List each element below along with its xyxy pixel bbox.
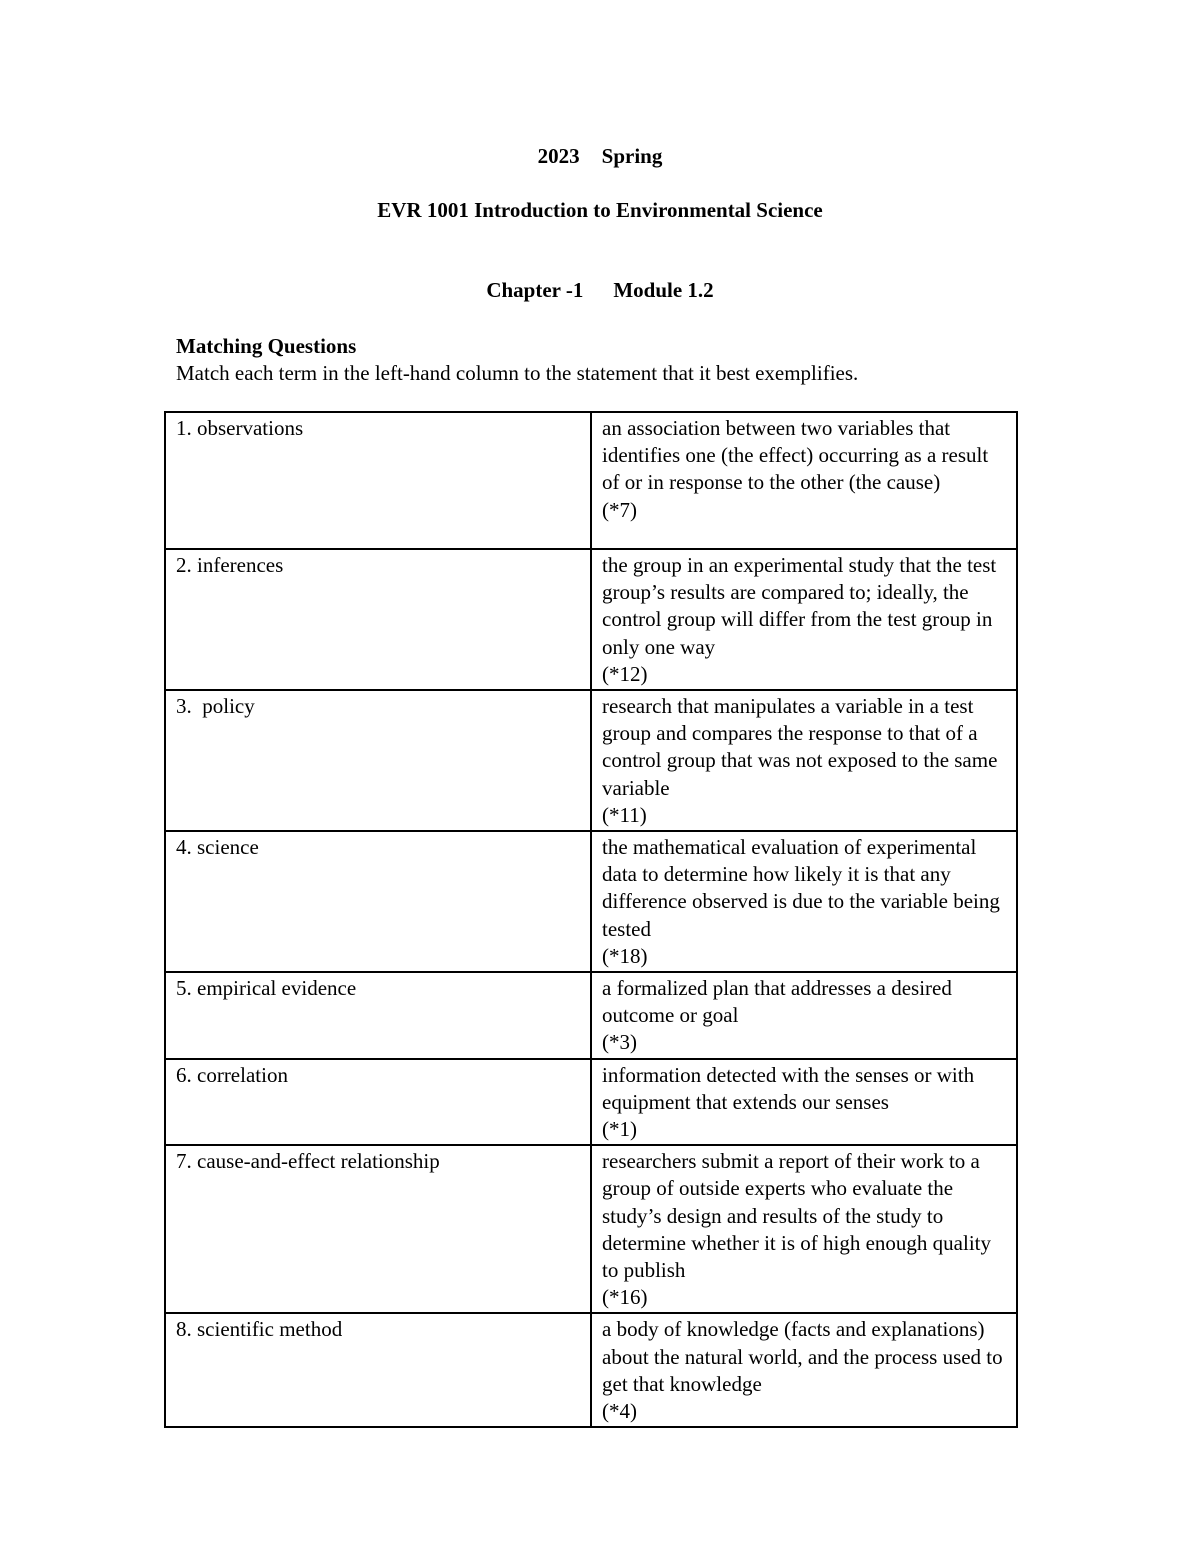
chapter-label: Chapter -1 bbox=[486, 278, 584, 302]
matching-table bbox=[164, 411, 1018, 1428]
description-cell bbox=[591, 690, 1017, 831]
answer-code: (*3) bbox=[602, 1030, 637, 1055]
term-cell: 4. science bbox=[165, 831, 591, 972]
term-cell: 5. empirical evidence bbox=[165, 972, 591, 1059]
description-cell bbox=[591, 549, 1017, 690]
term-cell: 3. policy bbox=[165, 690, 591, 831]
answer-code: (*12) bbox=[602, 661, 648, 686]
table-row bbox=[165, 972, 1017, 1059]
course-title: EVR 1001 Introduction to Environmental Science bbox=[377, 198, 823, 222]
table-row bbox=[165, 1145, 1017, 1313]
table-row bbox=[165, 690, 1017, 831]
semester-heading bbox=[0, 142, 1200, 170]
table-row bbox=[165, 412, 1017, 549]
table-row bbox=[165, 831, 1017, 972]
description-text: researchers submit a report of their work to a group of outside experts who evaluate the study’s design and results of the study to determine whether it is of high enough quality to publish bbox=[602, 1149, 991, 1283]
description-text: a body of knowledge (facts and explanations) about the natural world, and the process used to get that knowledge bbox=[602, 1317, 1003, 1396]
answer-code: (*1) bbox=[602, 1117, 637, 1142]
table-row bbox=[165, 1313, 1017, 1427]
term-cell: 2. inferences bbox=[165, 549, 591, 690]
answer-code: (*4) bbox=[602, 1399, 637, 1424]
description-cell bbox=[591, 1145, 1017, 1313]
term-cell: 8. scientific method bbox=[165, 1313, 591, 1427]
chapter-module-heading bbox=[0, 276, 1200, 304]
table-row bbox=[165, 1059, 1017, 1146]
description-text: a formalized plan that addresses a desired outcome or goal bbox=[602, 976, 952, 1028]
description-cell bbox=[591, 1059, 1017, 1146]
module-label: Module 1.2 bbox=[613, 278, 714, 302]
table-row bbox=[165, 549, 1017, 690]
term-cell: 7. cause-and-effect relationship bbox=[165, 1145, 591, 1313]
description-text: an association between two variables that identifies one (the effect) occurring as a result of or in response to the other (the cause) bbox=[602, 416, 989, 495]
section-instructions: Match each term in the left-hand column to the statement that it best exemplifies. bbox=[176, 361, 859, 385]
description-text: the mathematical evaluation of experimental data to determine how likely it is that any difference observed is due to the variable being tested bbox=[602, 835, 1000, 941]
term-cell: 6. correlation bbox=[165, 1059, 591, 1146]
answer-code: (*7) bbox=[602, 497, 637, 522]
year-label: 2023 bbox=[537, 144, 580, 168]
term-cell: 1. observations bbox=[165, 412, 591, 549]
section-title: Matching Questions bbox=[176, 334, 357, 358]
term-label: Spring bbox=[601, 144, 663, 168]
description-text: information detected with the senses or with equipment that extends our senses bbox=[602, 1062, 975, 1114]
description-text: research that manipulates a variable in a test group and compares the response to that of a control group that was not exposed to the same variable bbox=[602, 694, 998, 800]
answer-code: (*16) bbox=[602, 1285, 648, 1310]
answer-code: (*11) bbox=[602, 802, 647, 827]
answer-code: (*18) bbox=[602, 943, 648, 968]
description-cell bbox=[591, 831, 1017, 972]
description-cell bbox=[591, 1313, 1017, 1427]
description-text: the group in an experimental study that the test group’s results are compared to; ideally, the control group will differ from the test group in only one way bbox=[602, 553, 997, 659]
description-cell bbox=[591, 412, 1017, 549]
description-cell bbox=[591, 972, 1017, 1059]
